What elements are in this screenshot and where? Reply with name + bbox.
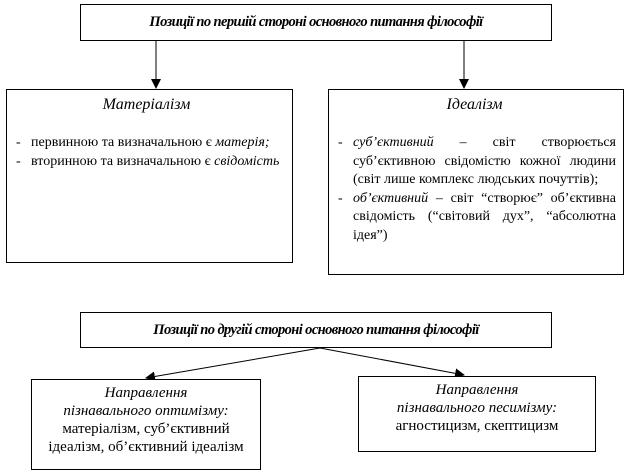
list-item: - суб’єктивний – світ створюється суб’єктивною свідомістю кожної людини (світ лише комплекс людських почуттів); [333,134,616,190]
materialism-box [6,89,293,263]
arrow-to-pessimism [320,348,464,375]
top-title: Позиції по першій стороні основного питання філософії [149,14,483,30]
pessimism-box [358,376,596,452]
materialism-list [11,134,282,171]
top-title-box [80,4,552,41]
middle-title: Позиції по другій стороні основного питання філософії [153,321,479,338]
pessimism-line2: пізнавального песимізму: [396,400,558,416]
optimism-box [31,379,261,470]
idealism-list [333,134,616,245]
optimism-line2: пізнавального оптимізму: [63,403,229,419]
pessimism-body: агностицизм, скептицизм [395,418,559,434]
arrow-to-optimism [146,348,320,378]
list-item: - первинною та визначальною є матерія; [11,134,282,153]
materialism-heading: Матеріалізм [102,96,191,113]
idealism-box [328,89,624,275]
idealism-heading: Ідеалізм [446,96,503,113]
middle-title-box [80,312,552,348]
optimism-line1: Направлення [104,385,188,401]
list-item: - вторинною та визначальною є свідомість [11,153,282,172]
list-item: - об’єктивний – світ “створює” об’єктивна свідомість (“світовий дух”, “абсолютна ідея”) [333,190,616,246]
optimism-body: матеріалізм, суб’єктивний ідеалізм, об’єктивний ідеалізм [48,421,244,455]
pessimism-line1: Направлення [435,382,519,398]
